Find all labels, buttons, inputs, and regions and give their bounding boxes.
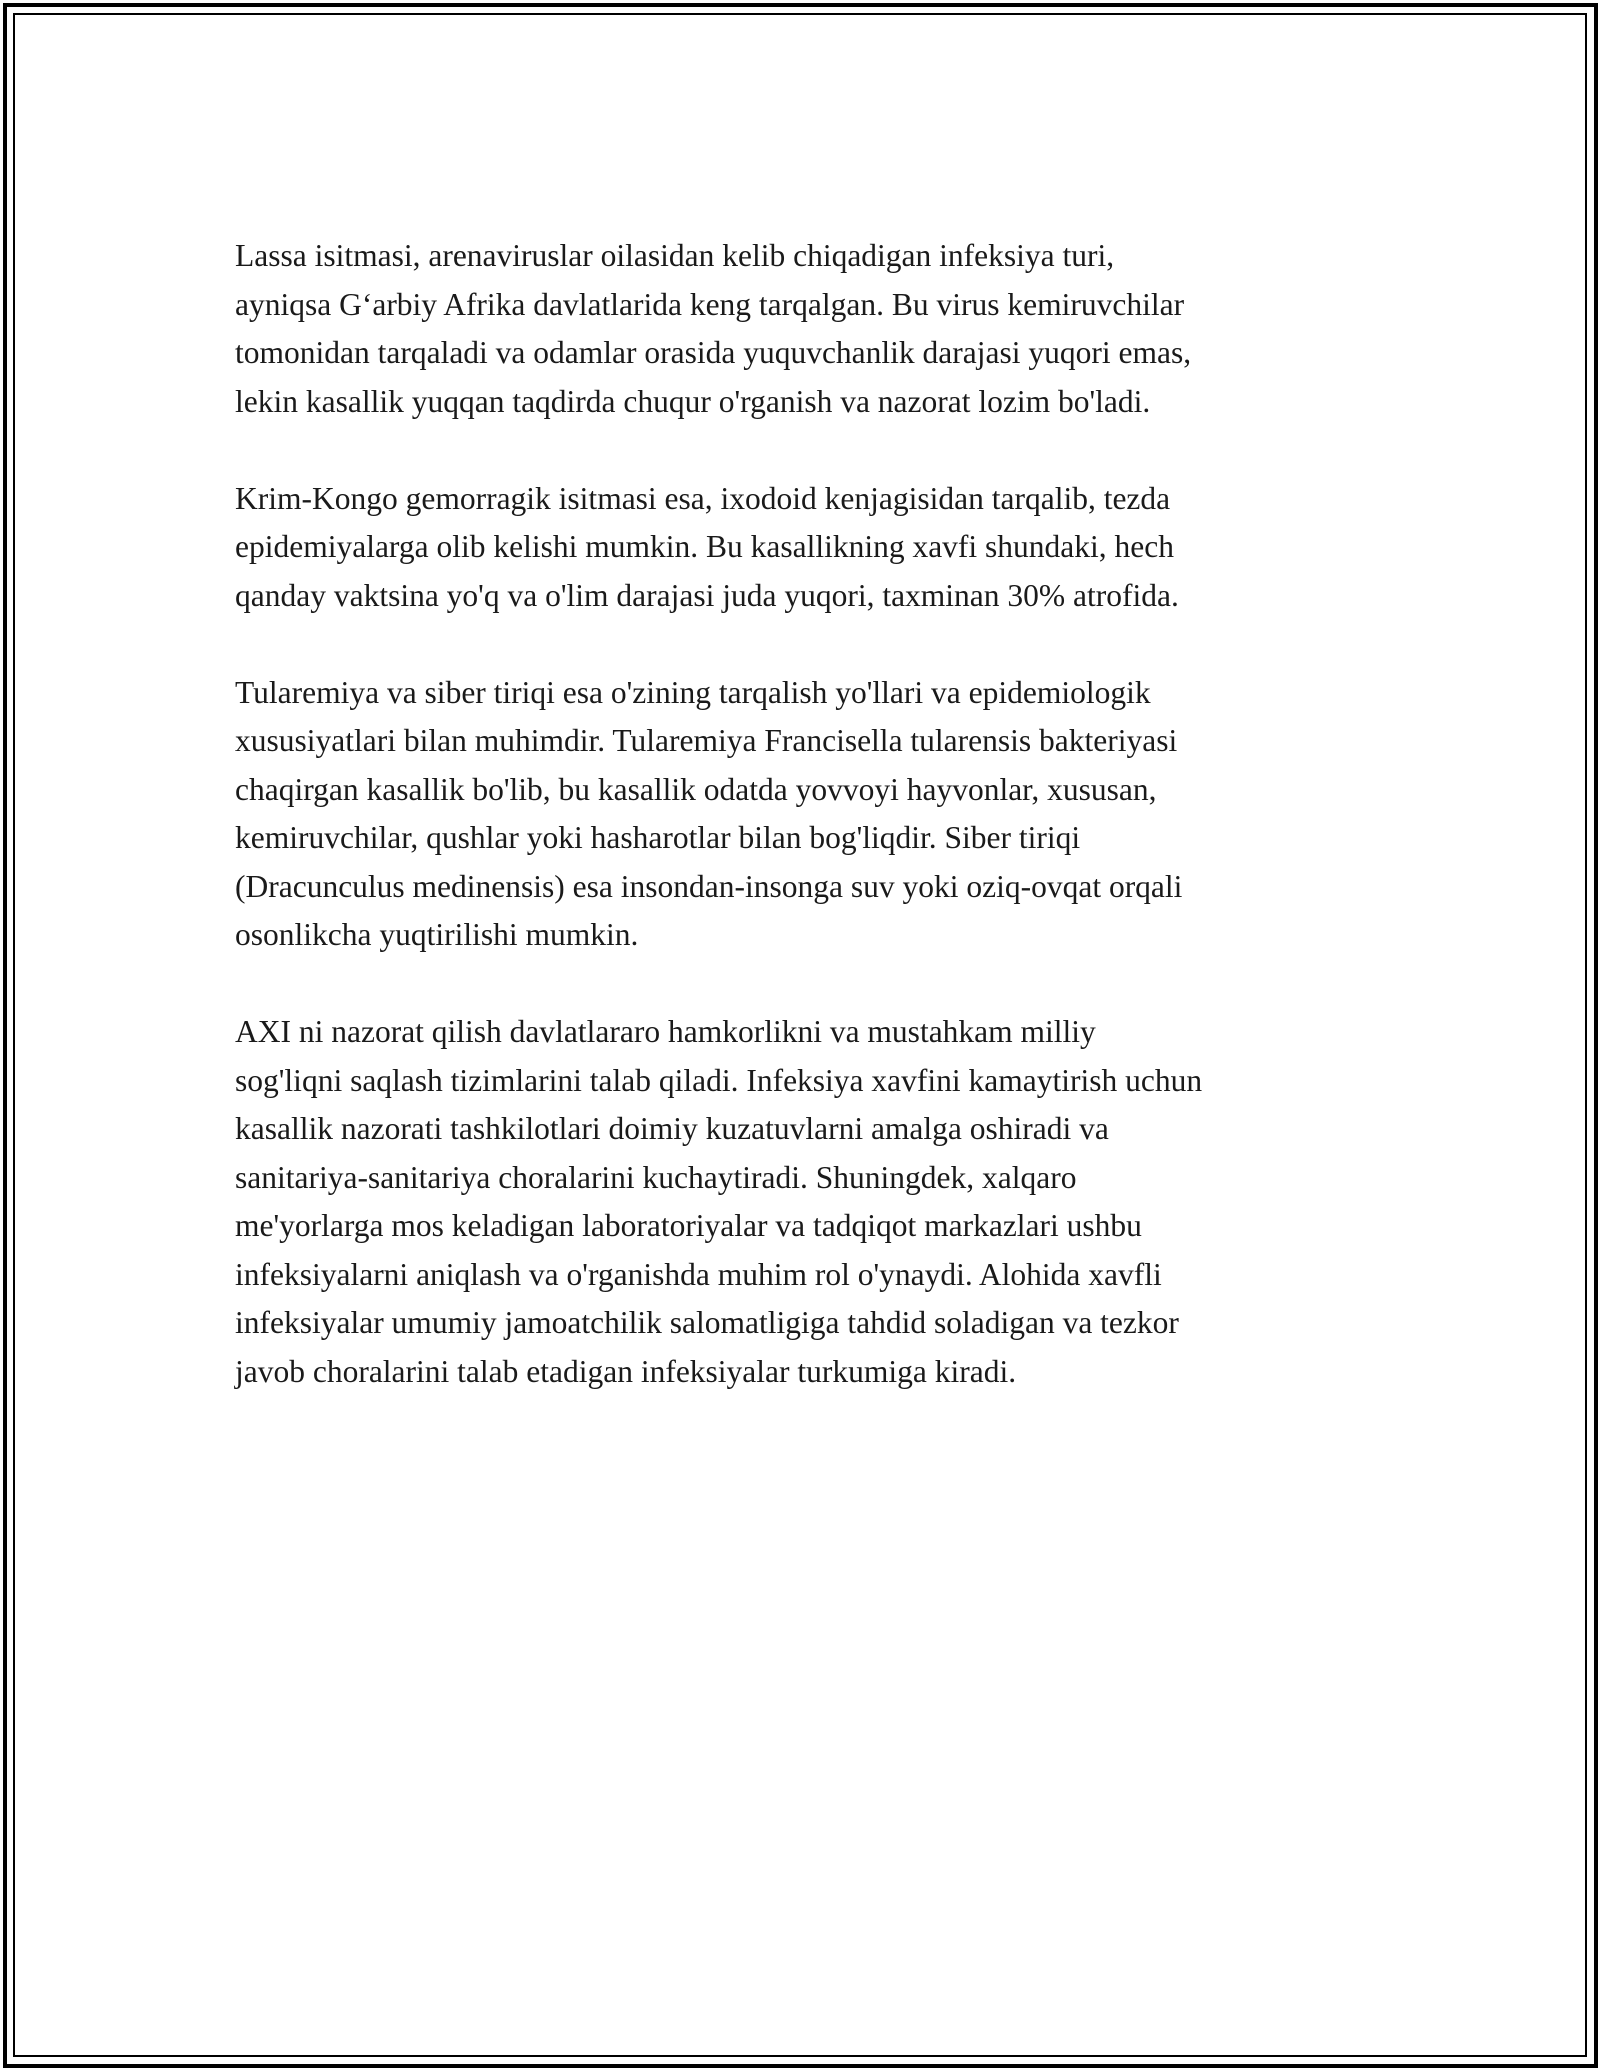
paragraph-crimean-congo-fever: Krim-Kongo gemorragik isitmasi esa, ixodoid kenjagisidan tarqalib, tezda epidemiyalarga olib kelishi mumkin. Bu kasallikning xavfi shundaki, hech qanday vaktsina yo'q va o'lim darajasi juda yuqori, taxminan 30% atrofida. [235, 480, 1179, 613]
paragraph-control-measures: AXI ni nazorat qilish davlatlararo hamkorlikni va mustahkam milliy sog'liqni saqlash tizimlarini talab qiladi. Infeksiya xavfini kamaytirish uchun kasallik nazorati tashkilotlari doimiy kuzatuvlarni amalga oshiradi va sanitariya-sanitariya choralarini kuchaytiradi. Shuningdek, xalqaro me'yorlarga mos keladigan laboratoriyalar va tadqiqot markazlari ushbu infeksiyalarni aniqlash va o'rganishda muhim rol o'ynaydi. Alohida xavfli infeksiyalar umumiy jamoatchilik salomatligiga tahdid soladigan va tezkor javob choralarini talab etadigan infeksiyalar turkumiga kiradi. [235, 1014, 1203, 1389]
paragraph-lassa-fever: Lassa isitmasi, arenaviruslar oilasidan kelib chiqadigan infeksiya turi, ayniqsa G‘arbiy Afrika davlatlarida keng tarqalgan. Bu virus kemiruvchilar tomonidan tarqaladi va odamlar orasida yuquvchanlik darajasi yuqori emas, lekin kasallik yuqqan taqdirda chuqur o'rganish va nazorat lozim bo'ladi. [235, 238, 1192, 419]
document-body [235, 232, 1375, 1445]
paragraph-tularemia: Tularemiya va siber tiriqi esa o'zining tarqalish yo'llari va epidemiologik xususiyatlari bilan muhimdir. Tularemiya Francisella tularensis bakteriyasi chaqirgan kasallik bo'lib, bu kasallik odatda yovvoyi hayvonlar, xususan, kemiruvchilar, qushlar yoki hasharotlar bilan bog'liqdir. Siber tiriqi (Dracunculus medinensis) esa insondan-insonga suv yoki oziq-ovqat orqali osonlikcha yuqtirilishi mumkin. [235, 674, 1183, 952]
